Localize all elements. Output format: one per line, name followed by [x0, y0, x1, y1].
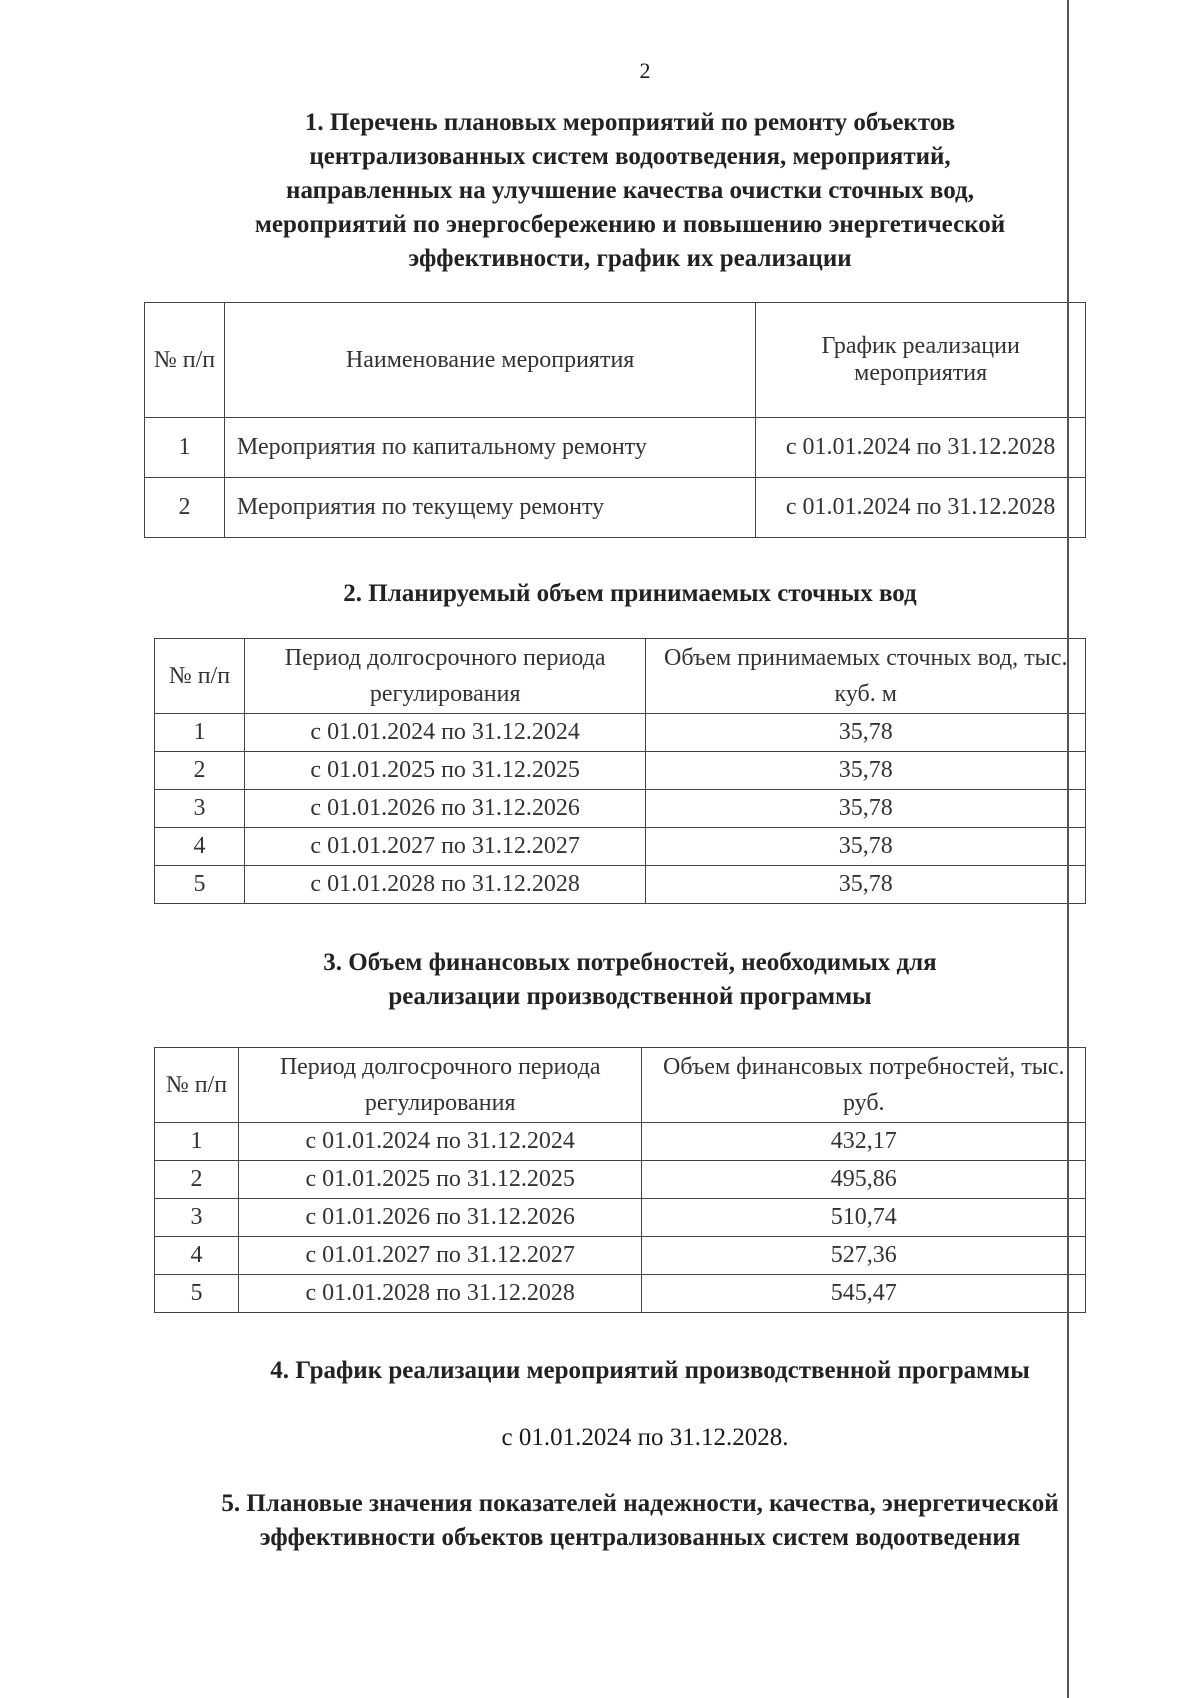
wastewater-volume-table: [154, 638, 1086, 904]
table-row: [155, 1237, 1086, 1275]
cell-number: 4: [155, 828, 245, 866]
table-row: [155, 828, 1086, 866]
section1-title: [130, 106, 1130, 276]
section5-title-line: 5. Плановые значения показателей надежности, качества, энергетической: [221, 1490, 1059, 1517]
cell-period: с 01.01.2027 по 31.12.2027: [238, 1237, 642, 1275]
table-header-row: [145, 303, 1086, 418]
cell-period: с 01.01.2028 по 31.12.2028: [238, 1275, 642, 1313]
cell-number: 1: [155, 714, 245, 752]
section1-title-line: мероприятий по энергосбережению и повышению энергетической: [254, 211, 1006, 238]
table-row: [145, 418, 1086, 478]
column-header-number: № п/п: [155, 639, 245, 714]
section1-title-line: направленных на улучшение качества очистки сточных вод,: [286, 177, 974, 204]
section5-title-line: эффективности объектов централизованных систем водоотведения: [259, 1524, 1021, 1551]
cell-number: 2: [155, 1161, 239, 1199]
cell-volume: 35,78: [646, 866, 1086, 904]
table-row: [155, 1161, 1086, 1199]
column-header-period: Период долгосрочного периода регулирования: [238, 1048, 642, 1123]
section1-title-line: 1. Перечень плановых мероприятий по ремонту объектов: [304, 109, 956, 136]
section2-title: 2. Планируемый объем принимаемых сточных вод: [343, 580, 917, 607]
cell-period: с 01.01.2024 по 31.12.2024: [238, 1123, 642, 1161]
section3-title: [130, 946, 1130, 1014]
table-row: [155, 1123, 1086, 1161]
cell-number: 5: [155, 1275, 239, 1313]
cell-number: 4: [155, 1237, 239, 1275]
cell-number: 5: [155, 866, 245, 904]
cell-measure-name: Мероприятия по капитальному ремонту: [224, 418, 755, 478]
cell-measure-name: Мероприятия по текущему ремонту: [224, 478, 755, 538]
table-row: [155, 714, 1086, 752]
table-header-row: [155, 1048, 1086, 1123]
table-row: [155, 1275, 1086, 1313]
table-row: [155, 866, 1086, 904]
section4-period: с 01.01.2024 по 31.12.2028.: [501, 1424, 789, 1451]
cell-number: 1: [155, 1123, 239, 1161]
section4-title: 4. График реализации мероприятий производственной программы: [270, 1357, 1030, 1384]
column-header-schedule: График реализации мероприятия: [756, 303, 1086, 418]
cell-number: 2: [155, 752, 245, 790]
table-row: [155, 790, 1086, 828]
cell-number: 3: [155, 790, 245, 828]
cell-financial-needs: 432,17: [642, 1123, 1086, 1161]
cell-period: с 01.01.2025 по 31.12.2025: [244, 752, 646, 790]
table-row: [155, 1199, 1086, 1237]
cell-financial-needs: 510,74: [642, 1199, 1086, 1237]
column-header-volume: Объем принимаемых сточных вод, тыс. куб. м: [646, 639, 1086, 714]
cell-schedule: с 01.01.2024 по 31.12.2028: [756, 418, 1086, 478]
column-header-measure-name: Наименование мероприятия: [224, 303, 755, 418]
cell-period: с 01.01.2028 по 31.12.2028: [244, 866, 646, 904]
section5-title: [90, 1487, 1190, 1555]
section1-title-line: эффективности, график их реализации: [408, 245, 852, 272]
cell-period: с 01.01.2025 по 31.12.2025: [238, 1161, 642, 1199]
cell-number: 1: [145, 418, 225, 478]
cell-period: с 01.01.2026 по 31.12.2026: [238, 1199, 642, 1237]
repair-measures-table: [144, 302, 1086, 538]
cell-financial-needs: 527,36: [642, 1237, 1086, 1275]
cell-schedule: с 01.01.2024 по 31.12.2028: [756, 478, 1086, 538]
cell-period: с 01.01.2026 по 31.12.2026: [244, 790, 646, 828]
column-header-financial-needs: Объем финансовых потребностей, тыс. руб.: [642, 1048, 1086, 1123]
cell-financial-needs: 545,47: [642, 1275, 1086, 1313]
column-header-period: Период долгосрочного периода регулирования: [244, 639, 646, 714]
cell-volume: 35,78: [646, 790, 1086, 828]
section1-title-line: централизованных систем водоотведения, мероприятий,: [309, 143, 951, 170]
cell-financial-needs: 495,86: [642, 1161, 1086, 1199]
table-row: [145, 478, 1086, 538]
page-number: 2: [639, 58, 651, 83]
table-header-row: [155, 639, 1086, 714]
cell-volume: 35,78: [646, 714, 1086, 752]
column-header-number: № п/п: [145, 303, 225, 418]
cell-number: 3: [155, 1199, 239, 1237]
cell-volume: 35,78: [646, 752, 1086, 790]
table-row: [155, 752, 1086, 790]
cell-period: с 01.01.2024 по 31.12.2024: [244, 714, 646, 752]
section3-title-line: 3. Объем финансовых потребностей, необходимых для: [323, 949, 937, 976]
cell-number: 2: [145, 478, 225, 538]
scan-artifact-line: [1067, 0, 1069, 1698]
section3-title-line: реализации производственной программы: [388, 983, 872, 1010]
financial-needs-table: [154, 1047, 1086, 1313]
cell-volume: 35,78: [646, 828, 1086, 866]
column-header-number: № п/п: [155, 1048, 239, 1123]
cell-period: с 01.01.2027 по 31.12.2027: [244, 828, 646, 866]
